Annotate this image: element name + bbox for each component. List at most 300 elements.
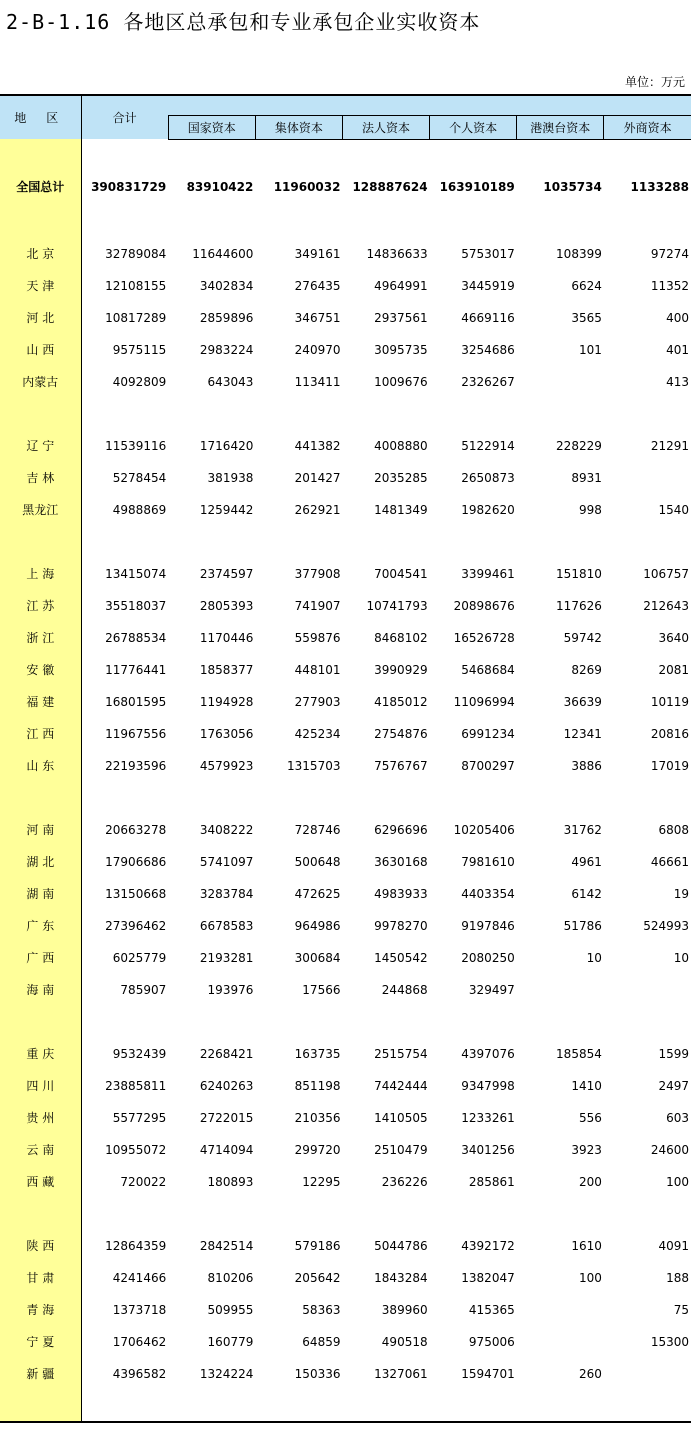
- value-cell: 23885811: [105, 1078, 167, 1093]
- empty-cell: [604, 1006, 691, 1038]
- value-cell: 75: [673, 1302, 689, 1317]
- value-cell: 1410: [571, 1078, 602, 1093]
- region-name: 广 东: [0, 910, 81, 942]
- value-cell: 998: [578, 502, 602, 517]
- value-cell: 3095735: [374, 342, 428, 357]
- value-cell: 1382047: [461, 1270, 515, 1285]
- table-row: [0, 1358, 691, 1390]
- table-row: [0, 1166, 691, 1198]
- value-cell: 415365: [468, 1302, 515, 1317]
- table-row: [0, 1326, 691, 1358]
- value-cell: 276435: [294, 278, 341, 293]
- empty-cell: [604, 782, 691, 814]
- empty-cell: [517, 526, 604, 558]
- value-cell: 8269: [571, 662, 602, 677]
- value-cell: 100: [666, 1174, 689, 1189]
- empty-cell: [168, 526, 255, 558]
- value-cell: 3565: [571, 310, 602, 325]
- value-cell: 106757: [643, 566, 689, 581]
- value-cell: 4714094: [199, 1142, 254, 1157]
- value-cell: 244868: [381, 982, 428, 997]
- table-row: [0, 366, 691, 398]
- header-individual-capital: 个人资本: [430, 115, 517, 139]
- value-cell: 556: [578, 1110, 602, 1125]
- value-cell: 59742: [563, 630, 602, 645]
- value-cell: 100: [578, 1270, 602, 1285]
- unit-label: 单位：万元: [624, 75, 685, 89]
- value-cell: 4579923: [199, 758, 254, 773]
- region-name: 辽 宁: [0, 430, 81, 462]
- value-cell: 1763056: [199, 726, 254, 741]
- value-cell: 390831729: [91, 179, 167, 194]
- value-cell: 2805393: [199, 598, 254, 613]
- spacer-row: [0, 139, 691, 168]
- value-cell: 1599: [658, 1046, 689, 1061]
- value-cell: 5278454: [112, 470, 167, 485]
- value-cell: 524993: [643, 918, 689, 933]
- value-cell: 381938: [207, 470, 254, 485]
- value-cell: 13415074: [105, 566, 167, 581]
- value-cell: 17566: [302, 982, 341, 997]
- value-cell: 83910422: [186, 179, 254, 194]
- value-cell: 11776441: [105, 662, 167, 677]
- value-cell: 2080250: [461, 950, 515, 965]
- value-cell: 4961: [571, 854, 602, 869]
- value-cell: 22193596: [105, 758, 167, 773]
- value-cell: 964986: [294, 918, 341, 933]
- value-cell: 10741793: [366, 598, 428, 613]
- value-cell: [517, 974, 604, 1006]
- region-name: 福 建: [0, 686, 81, 718]
- value-cell: 1170446: [199, 630, 254, 645]
- value-cell: 4092809: [112, 374, 167, 389]
- value-cell: 6678583: [199, 918, 254, 933]
- empty-cell: [81, 139, 168, 168]
- region-name: 黑龙江: [0, 494, 81, 526]
- value-cell: 4091: [658, 1238, 689, 1253]
- region-name: 陕 西: [0, 1230, 81, 1262]
- empty-cell: [604, 1198, 691, 1230]
- value-cell: 2754876: [374, 726, 428, 741]
- value-cell: 851198: [294, 1078, 341, 1093]
- region-name: 宁 夏: [0, 1326, 81, 1358]
- value-cell: 1009676: [374, 374, 428, 389]
- value-cell: 7576767: [374, 758, 428, 773]
- value-cell: 559876: [294, 630, 341, 645]
- value-cell: 11967556: [105, 726, 167, 741]
- value-cell: 2515754: [374, 1046, 428, 1061]
- value-cell: 472625: [294, 886, 341, 901]
- value-cell: 3640: [658, 630, 689, 645]
- empty-cell: [255, 526, 342, 558]
- value-cell: 3630168: [374, 854, 428, 869]
- empty-cell: [342, 206, 429, 238]
- value-cell: 2268421: [199, 1046, 254, 1061]
- empty-cell: [342, 139, 429, 168]
- region-name: 全国总计: [0, 168, 81, 206]
- table-row: [0, 686, 691, 718]
- header-region: 地 区: [0, 95, 81, 139]
- value-cell: 643043: [207, 374, 254, 389]
- empty-cell: [255, 206, 342, 238]
- region-cell-empty: [0, 398, 81, 430]
- value-cell: 401: [666, 342, 689, 357]
- value-cell: 151810: [556, 566, 602, 581]
- empty-cell: [430, 1390, 517, 1422]
- value-cell: 4241466: [112, 1270, 167, 1285]
- value-cell: 810206: [207, 1270, 254, 1285]
- value-cell: 9347998: [461, 1078, 515, 1093]
- header-state-capital: 国家资本: [168, 115, 255, 139]
- value-cell: 7981610: [461, 854, 515, 869]
- region-name: 天 津: [0, 270, 81, 302]
- value-cell: 11096994: [453, 694, 515, 709]
- value-cell: 1481349: [374, 502, 428, 517]
- value-cell: 58363: [302, 1302, 341, 1317]
- value-cell: 4964991: [374, 278, 428, 293]
- data-table-wrapper: [0, 94, 691, 1421]
- empty-cell: [81, 1390, 168, 1422]
- value-cell: 1610: [571, 1238, 602, 1253]
- table-row: [0, 846, 691, 878]
- region-name: 新 疆: [0, 1358, 81, 1390]
- empty-cell: [342, 1198, 429, 1230]
- value-cell: [517, 366, 604, 398]
- table-row: [0, 942, 691, 974]
- spacer-row: [0, 206, 691, 238]
- empty-cell: [342, 1006, 429, 1038]
- value-cell: 64859: [302, 1334, 341, 1349]
- empty-cell: [430, 1006, 517, 1038]
- value-cell: 9532439: [112, 1046, 167, 1061]
- value-cell: 1194928: [199, 694, 254, 709]
- region-name: 河 南: [0, 814, 81, 846]
- value-cell: 4185012: [374, 694, 428, 709]
- empty-cell: [168, 1198, 255, 1230]
- empty-cell: [430, 398, 517, 430]
- value-cell: 3886: [571, 758, 602, 773]
- value-cell: 19: [673, 886, 689, 901]
- value-cell: 603: [666, 1110, 689, 1125]
- value-cell: 7442444: [374, 1078, 428, 1093]
- value-cell: 1259442: [199, 502, 254, 517]
- table-row: [0, 622, 691, 654]
- value-cell: [604, 462, 691, 494]
- spacer-row: [0, 1006, 691, 1038]
- empty-cell: [517, 1390, 604, 1422]
- value-cell: 260: [578, 1366, 602, 1381]
- capital-table: [0, 94, 691, 1423]
- value-cell: 36639: [563, 694, 602, 709]
- value-cell: 108399: [556, 246, 602, 261]
- value-cell: 6296696: [374, 822, 428, 837]
- value-cell: 346751: [294, 310, 341, 325]
- value-cell: 13150668: [105, 886, 167, 901]
- value-cell: 51786: [563, 918, 602, 933]
- value-cell: 1706462: [112, 1334, 167, 1349]
- table-row: [0, 168, 691, 206]
- value-cell: 3399461: [461, 566, 515, 581]
- spacer-row: [0, 782, 691, 814]
- value-cell: 1858377: [199, 662, 254, 677]
- empty-cell: [81, 782, 168, 814]
- value-cell: 205642: [294, 1270, 341, 1285]
- value-cell: 4392172: [461, 1238, 515, 1253]
- value-cell: 4983933: [374, 886, 428, 901]
- table-row: [0, 1038, 691, 1070]
- region-name: 甘 肃: [0, 1262, 81, 1294]
- value-cell: 4008880: [374, 438, 428, 453]
- value-cell: 11352: [650, 278, 689, 293]
- value-cell: 193976: [207, 982, 254, 997]
- empty-cell: [342, 398, 429, 430]
- value-cell: 12864359: [105, 1238, 167, 1253]
- empty-cell: [255, 398, 342, 430]
- table-row: [0, 238, 691, 270]
- region-cell-empty: [0, 139, 81, 168]
- value-cell: 185854: [556, 1046, 602, 1061]
- value-cell: 26788534: [105, 630, 167, 645]
- table-row: [0, 910, 691, 942]
- value-cell: 389960: [381, 1302, 428, 1317]
- value-cell: 1594701: [461, 1366, 515, 1381]
- empty-cell: [430, 139, 517, 168]
- region-name: 江 苏: [0, 590, 81, 622]
- value-cell: 5741097: [199, 854, 254, 869]
- empty-cell: [604, 1390, 691, 1422]
- value-cell: 785907: [120, 982, 167, 997]
- value-cell: 228229: [556, 438, 602, 453]
- value-cell: 5577295: [112, 1110, 167, 1125]
- value-cell: 12108155: [105, 278, 167, 293]
- empty-cell: [255, 139, 342, 168]
- value-cell: 285861: [468, 1174, 515, 1189]
- value-cell: 441382: [294, 438, 341, 453]
- table-row: [0, 718, 691, 750]
- header-group-spacer: [168, 95, 691, 115]
- value-cell: 2374597: [199, 566, 254, 581]
- value-cell: 299720: [294, 1142, 341, 1157]
- value-cell: 1327061: [374, 1366, 428, 1381]
- value-cell: 6142: [571, 886, 602, 901]
- region-name: 青 海: [0, 1294, 81, 1326]
- value-cell: 8700297: [461, 758, 515, 773]
- value-cell: 150336: [294, 1366, 341, 1381]
- empty-cell: [517, 1198, 604, 1230]
- region-name: 山 西: [0, 334, 81, 366]
- value-cell: 448101: [294, 662, 341, 677]
- value-cell: 1373718: [112, 1302, 167, 1317]
- value-cell: 400: [666, 310, 689, 325]
- value-cell: 2937561: [374, 310, 428, 325]
- spacer-row: [0, 1390, 691, 1422]
- value-cell: 9575115: [112, 342, 167, 357]
- value-cell: 20898676: [453, 598, 515, 613]
- value-cell: 329497: [468, 982, 515, 997]
- value-cell: 15300: [650, 1334, 689, 1349]
- value-cell: 17019: [650, 758, 689, 773]
- region-cell-empty: [0, 1390, 81, 1422]
- region-cell-empty: [0, 782, 81, 814]
- value-cell: 3923: [571, 1142, 602, 1157]
- region-name: 湖 北: [0, 846, 81, 878]
- value-cell: 3254686: [461, 342, 515, 357]
- table-body: [0, 139, 691, 1422]
- value-cell: 1450542: [374, 950, 428, 965]
- value-cell: 377908: [294, 566, 341, 581]
- table-row: [0, 494, 691, 526]
- empty-cell: [168, 1006, 255, 1038]
- empty-cell: [517, 206, 604, 238]
- region-name: 内蒙古: [0, 366, 81, 398]
- table-row: [0, 974, 691, 1006]
- table-row: [0, 334, 691, 366]
- empty-cell: [168, 139, 255, 168]
- table-row: [0, 1230, 691, 1262]
- value-cell: 10205406: [453, 822, 515, 837]
- table-row: [0, 878, 691, 910]
- value-cell: 4396582: [112, 1366, 167, 1381]
- empty-cell: [604, 398, 691, 430]
- value-cell: 9978270: [374, 918, 428, 933]
- value-cell: 3283784: [199, 886, 254, 901]
- header-total: 合计: [81, 95, 168, 139]
- value-cell: 490518: [381, 1334, 428, 1349]
- value-cell: 117626: [556, 598, 602, 613]
- value-cell: 1716420: [199, 438, 254, 453]
- value-cell: 3990929: [374, 662, 428, 677]
- value-cell: 2859896: [199, 310, 254, 325]
- empty-cell: [81, 1198, 168, 1230]
- value-cell: 1315703: [287, 758, 341, 773]
- value-cell: 262921: [294, 502, 341, 517]
- empty-cell: [342, 1390, 429, 1422]
- value-cell: 236226: [381, 1174, 428, 1189]
- empty-cell: [342, 526, 429, 558]
- value-cell: 128887624: [352, 179, 428, 194]
- value-cell: 2983224: [199, 342, 254, 357]
- region-name: 贵 州: [0, 1102, 81, 1134]
- table-row: [0, 302, 691, 334]
- value-cell: 12295: [302, 1174, 341, 1189]
- value-cell: 113411: [294, 374, 341, 389]
- value-cell: 10: [673, 950, 689, 965]
- region-cell-empty: [0, 1006, 81, 1038]
- value-cell: 2081: [658, 662, 689, 677]
- value-cell: 6240263: [199, 1078, 254, 1093]
- header-foreign-capital: 外商资本: [604, 115, 691, 139]
- value-cell: 101: [578, 342, 602, 357]
- value-cell: 728746: [294, 822, 341, 837]
- value-cell: 2510479: [374, 1142, 428, 1157]
- value-cell: 20663278: [105, 822, 167, 837]
- empty-cell: [168, 1390, 255, 1422]
- empty-cell: [517, 1006, 604, 1038]
- value-cell: 2193281: [199, 950, 254, 965]
- value-cell: 11644600: [192, 246, 254, 261]
- region-name: 四 川: [0, 1070, 81, 1102]
- value-cell: 21291: [650, 438, 689, 453]
- region-name: 吉 林: [0, 462, 81, 494]
- value-cell: 349161: [294, 246, 341, 261]
- table-row: [0, 590, 691, 622]
- table-row: [0, 1102, 691, 1134]
- value-cell: 14836633: [366, 246, 428, 261]
- value-cell: 1133288: [630, 179, 689, 194]
- value-cell: 7004541: [374, 566, 428, 581]
- value-cell: 10817289: [105, 310, 167, 325]
- value-cell: [517, 1326, 604, 1358]
- empty-cell: [517, 139, 604, 168]
- region-name: 安 徽: [0, 654, 81, 686]
- page-title: 2-B-1.16 各地区总承包和专业承包企业实收资本: [6, 10, 481, 34]
- value-cell: 240970: [294, 342, 341, 357]
- value-cell: 1233261: [461, 1110, 515, 1125]
- region-name: 重 庆: [0, 1038, 81, 1070]
- region-name: 北 京: [0, 238, 81, 270]
- value-cell: 509955: [207, 1302, 254, 1317]
- value-cell: 201427: [294, 470, 341, 485]
- value-cell: 10955072: [105, 1142, 167, 1157]
- empty-cell: [255, 782, 342, 814]
- table-row: [0, 1070, 691, 1102]
- table-row: [0, 558, 691, 590]
- value-cell: 9197846: [461, 918, 515, 933]
- value-cell: 2497: [658, 1078, 689, 1093]
- value-cell: 27396462: [105, 918, 167, 933]
- region-name: 广 西: [0, 942, 81, 974]
- table-row: [0, 1262, 691, 1294]
- value-cell: 97274: [650, 246, 689, 261]
- value-cell: 6025779: [112, 950, 167, 965]
- region-name: 浙 江: [0, 622, 81, 654]
- value-cell: 8931: [571, 470, 602, 485]
- region-name: 江 西: [0, 718, 81, 750]
- value-cell: 3401256: [461, 1142, 515, 1157]
- empty-cell: [517, 782, 604, 814]
- value-cell: 11960032: [273, 179, 341, 194]
- value-cell: 6808: [658, 822, 689, 837]
- value-cell: 1982620: [461, 502, 515, 517]
- value-cell: 10: [586, 950, 602, 965]
- value-cell: 180893: [207, 1174, 254, 1189]
- value-cell: 1540: [658, 502, 689, 517]
- value-cell: 16801595: [105, 694, 167, 709]
- value-cell: 2326267: [461, 374, 515, 389]
- empty-cell: [342, 782, 429, 814]
- value-cell: 210356: [294, 1110, 341, 1125]
- table-row: [0, 462, 691, 494]
- value-cell: 10119: [650, 694, 689, 709]
- empty-cell: [81, 1006, 168, 1038]
- value-cell: 720022: [120, 1174, 167, 1189]
- table-row: [0, 750, 691, 782]
- table-row: [0, 430, 691, 462]
- spacer-row: [0, 526, 691, 558]
- value-cell: 2650873: [461, 470, 515, 485]
- region-name: 上 海: [0, 558, 81, 590]
- header-collective-capital: 集体资本: [255, 115, 342, 139]
- value-cell: 16526728: [453, 630, 515, 645]
- value-cell: 277903: [294, 694, 341, 709]
- empty-cell: [168, 398, 255, 430]
- empty-cell: [255, 1198, 342, 1230]
- empty-cell: [430, 206, 517, 238]
- value-cell: 5468684: [461, 662, 515, 677]
- region-name: 湖 南: [0, 878, 81, 910]
- value-cell: 413: [666, 374, 689, 389]
- value-cell: 46661: [650, 854, 689, 869]
